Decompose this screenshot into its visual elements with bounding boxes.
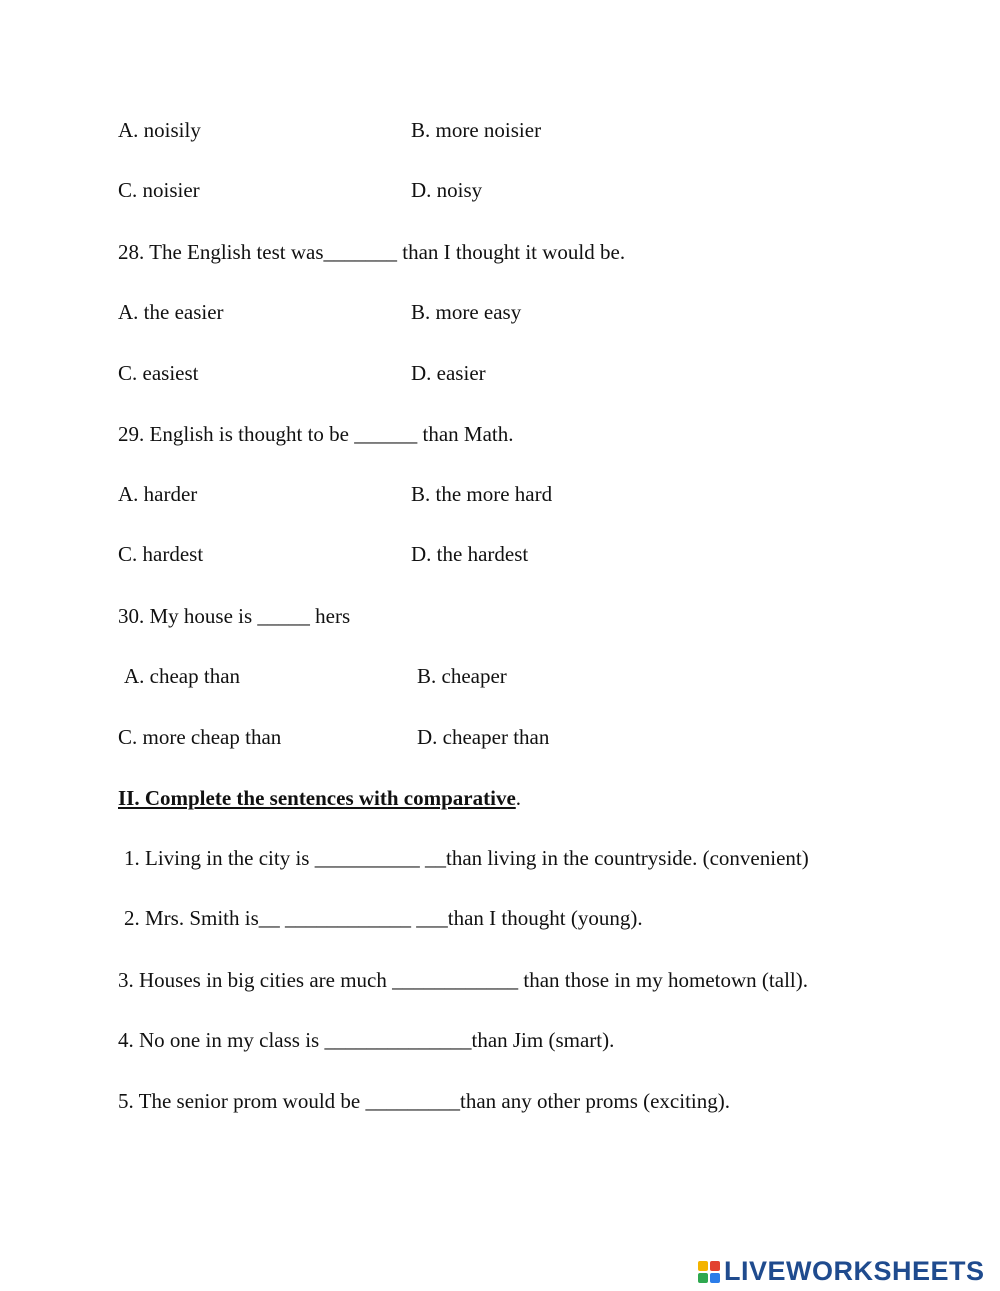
q30-option-b: B. cheaper [417, 664, 507, 688]
logo-block [710, 1273, 720, 1283]
sentence-4: 4. No one in my class is ______________than Jim (smart). [118, 1028, 615, 1052]
q28-option-a: A. the easier [118, 300, 224, 324]
q27-option-b: B. more noisier [411, 118, 542, 142]
logo-block [698, 1261, 708, 1271]
logo-blocks-icon [698, 1261, 720, 1283]
liveworksheets-logo [698, 1256, 985, 1287]
q29-option-a: A. harder [118, 482, 198, 506]
sentence-3: 3. Houses in big cities are much ____________ than those in my hometown (tall). [118, 968, 808, 992]
logo-block [710, 1261, 720, 1271]
q28-stem: 28. The English test was_______ than I thought it would be. [118, 240, 626, 264]
q27-option-d: D. noisy [411, 178, 483, 202]
q30-option-c: C. more cheap than [118, 725, 282, 749]
q29-stem: 29. English is thought to be ______ than Math. [118, 422, 514, 446]
section-heading-text: II. Complete the sentences with comparative [118, 786, 516, 810]
q28-option-b: B. more easy [411, 300, 522, 324]
q30-stem: 30. My house is _____ hers [118, 604, 351, 628]
sentence-5: 5. The senior prom would be _________than any other proms (exciting). [118, 1089, 730, 1113]
q27-option-c: C. noisier [118, 178, 200, 202]
q28-option-c: C. easiest [118, 361, 199, 385]
sentence-2: 2. Mrs. Smith is__ ____________ ___than I thought (young). [124, 906, 643, 930]
logo-block [698, 1273, 708, 1283]
sentence-1: 1. Living in the city is __________ __than living in the countryside. (convenient) [124, 846, 809, 870]
q29-option-c: C. hardest [118, 542, 204, 566]
q27-option-a: A. noisily [118, 118, 201, 142]
q29-option-b: B. the more hard [411, 482, 553, 506]
section-heading [118, 786, 521, 810]
logo-text: LIVEWORKSHEETS [724, 1256, 985, 1286]
q30-option-d: D. cheaper than [417, 725, 550, 749]
q30-option-a: A. cheap than [124, 664, 241, 688]
q29-option-d: D. the hardest [411, 542, 529, 566]
q28-option-d: D. easier [411, 361, 486, 385]
section-heading-punct: . [515, 786, 522, 810]
